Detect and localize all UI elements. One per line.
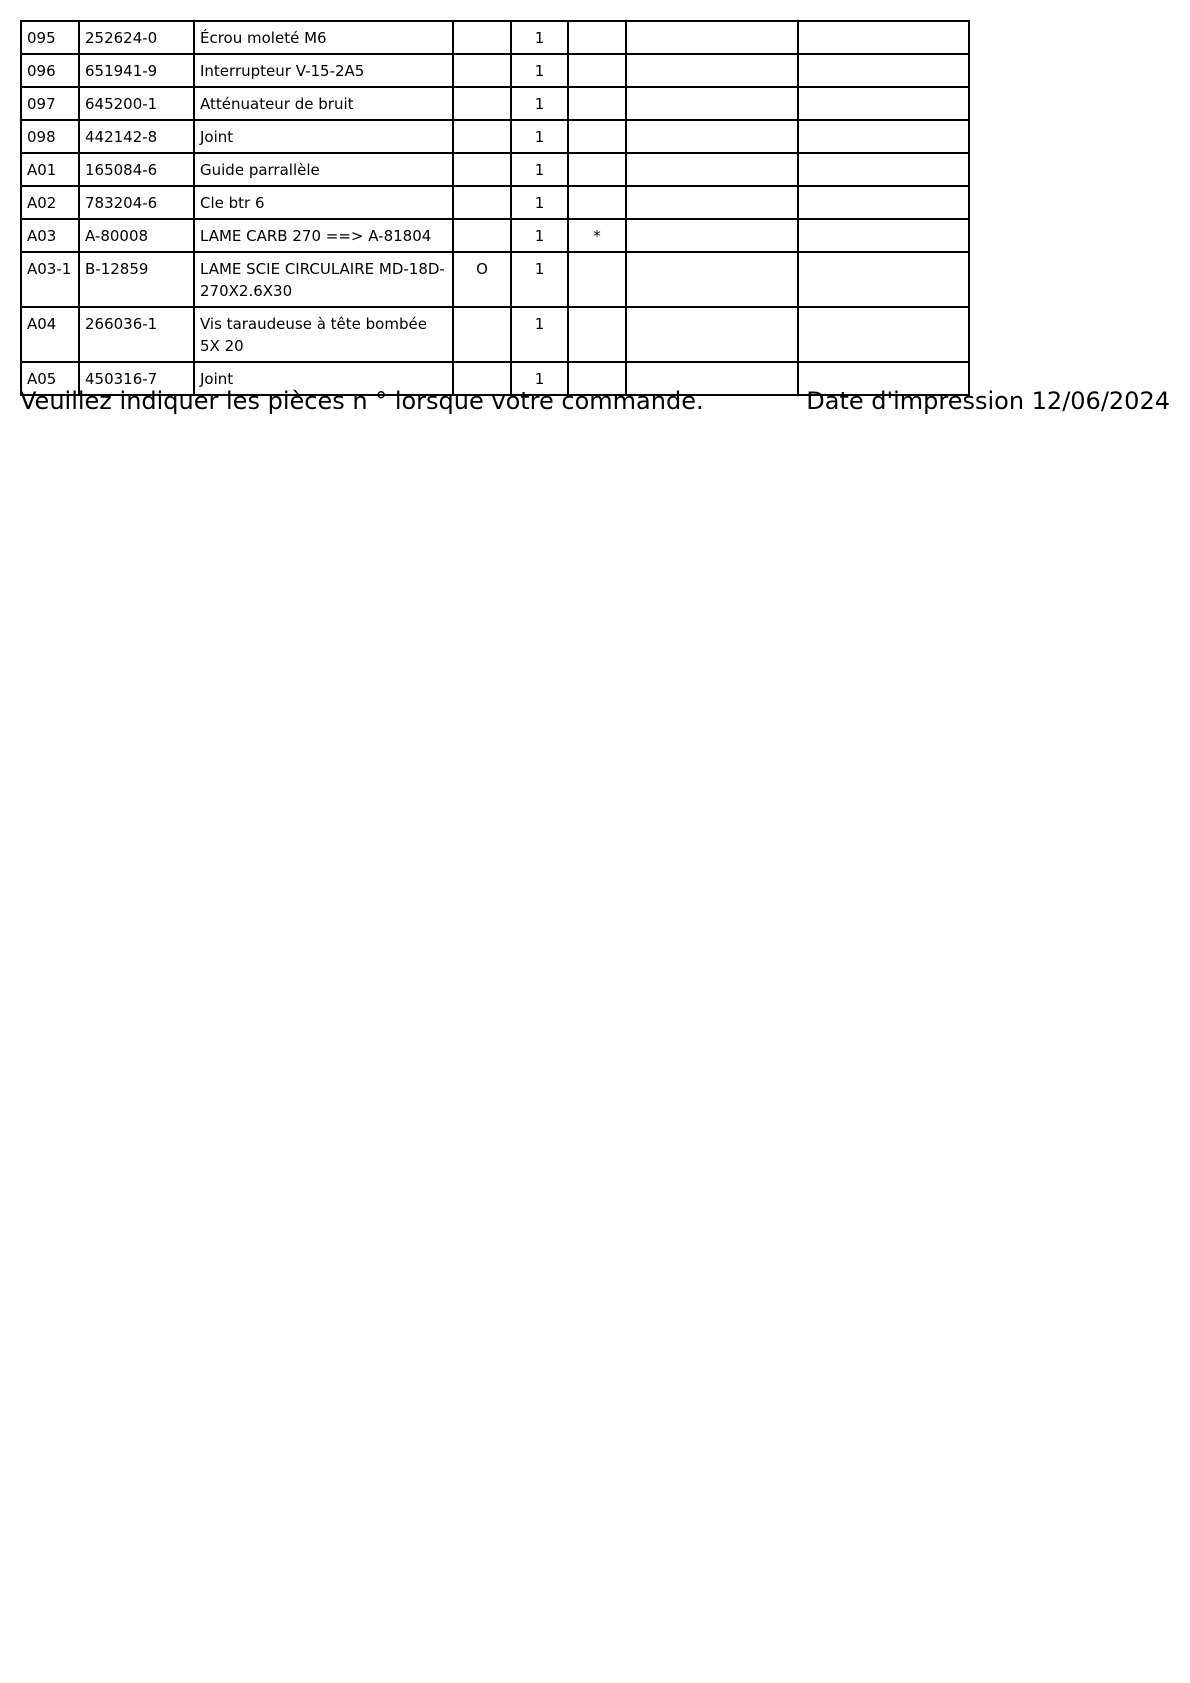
cell-part-number: B-12859 xyxy=(79,252,194,307)
table-row xyxy=(21,219,969,252)
cell-quantity: 1 xyxy=(511,54,568,87)
cell-blank-1 xyxy=(626,186,798,219)
cell-description: Vis taraudeuse à tête bombée 5X 20 xyxy=(194,307,453,362)
table-row xyxy=(21,153,969,186)
cell-option xyxy=(453,21,511,54)
cell-part-number: 442142-8 xyxy=(79,120,194,153)
cell-quantity: 1 xyxy=(511,219,568,252)
cell-description: Joint xyxy=(194,362,453,395)
cell-quantity: 1 xyxy=(511,21,568,54)
cell-description: Joint xyxy=(194,120,453,153)
cell-description: Interrupteur V-15-2A5 xyxy=(194,54,453,87)
cell-note xyxy=(568,186,626,219)
cell-note xyxy=(568,120,626,153)
cell-description: Écrou moleté M6 xyxy=(194,21,453,54)
cell-note xyxy=(568,54,626,87)
table-row xyxy=(21,54,969,87)
cell-item-number: A04 xyxy=(21,307,79,362)
cell-part-number: 645200-1 xyxy=(79,87,194,120)
cell-note xyxy=(568,87,626,120)
cell-part-number: 266036-1 xyxy=(79,307,194,362)
cell-blank-1 xyxy=(626,307,798,362)
cell-note: * xyxy=(568,219,626,252)
cell-item-number: 095 xyxy=(21,21,79,54)
cell-blank-1 xyxy=(626,87,798,120)
cell-option xyxy=(453,87,511,120)
cell-description: Guide parrallèle xyxy=(194,153,453,186)
cell-part-number: 783204-6 xyxy=(79,186,194,219)
cell-option xyxy=(453,153,511,186)
cell-note xyxy=(568,307,626,362)
order-instruction-note: Veuillez indiquer les pièces n ° lorsque votre commande. xyxy=(20,387,704,415)
cell-option: O xyxy=(453,252,511,307)
cell-item-number: A03 xyxy=(21,219,79,252)
cell-blank-2 xyxy=(798,120,969,153)
cell-quantity: 1 xyxy=(511,362,568,395)
cell-part-number: 651941-9 xyxy=(79,54,194,87)
cell-quantity: 1 xyxy=(511,120,568,153)
table-row xyxy=(21,186,969,219)
cell-description: Atténuateur de bruit xyxy=(194,87,453,120)
cell-quantity: 1 xyxy=(511,307,568,362)
cell-part-number: 165084-6 xyxy=(79,153,194,186)
cell-item-number: A02 xyxy=(21,186,79,219)
cell-item-number: 097 xyxy=(21,87,79,120)
parts-table-body xyxy=(21,21,969,395)
cell-blank-2 xyxy=(798,21,969,54)
cell-item-number: 098 xyxy=(21,120,79,153)
table-row xyxy=(21,120,969,153)
cell-item-number: A01 xyxy=(21,153,79,186)
cell-option xyxy=(453,186,511,219)
cell-blank-1 xyxy=(626,252,798,307)
cell-quantity: 1 xyxy=(511,87,568,120)
cell-option xyxy=(453,120,511,153)
cell-quantity: 1 xyxy=(511,186,568,219)
cell-note xyxy=(568,153,626,186)
table-row xyxy=(21,252,969,307)
cell-blank-2 xyxy=(798,219,969,252)
cell-blank-2 xyxy=(798,307,969,362)
cell-blank-2 xyxy=(798,186,969,219)
cell-blank-1 xyxy=(626,54,798,87)
cell-part-number: 252624-0 xyxy=(79,21,194,54)
cell-option xyxy=(453,307,511,362)
parts-table xyxy=(20,20,970,396)
cell-blank-2 xyxy=(798,87,969,120)
table-row xyxy=(21,21,969,54)
cell-option xyxy=(453,54,511,87)
cell-description: LAME CARB 270 ==> A-81804 xyxy=(194,219,453,252)
cell-blank-2 xyxy=(798,153,969,186)
print-date: Date d'impression 12/06/2024 xyxy=(806,387,1170,415)
cell-option xyxy=(453,219,511,252)
cell-blank-1 xyxy=(626,120,798,153)
cell-blank-1 xyxy=(626,153,798,186)
cell-item-number: A05 xyxy=(21,362,79,395)
cell-item-number: 096 xyxy=(21,54,79,87)
cell-blank-1 xyxy=(626,21,798,54)
cell-quantity: 1 xyxy=(511,153,568,186)
table-row xyxy=(21,307,969,362)
cell-part-number: 450316-7 xyxy=(79,362,194,395)
cell-part-number: A-80008 xyxy=(79,219,194,252)
cell-description: LAME SCIE CIRCULAIRE MD-18D-270X2.6X30 xyxy=(194,252,453,307)
cell-blank-1 xyxy=(626,219,798,252)
cell-description: Cle btr 6 xyxy=(194,186,453,219)
cell-note xyxy=(568,21,626,54)
cell-blank-2 xyxy=(798,54,969,87)
cell-item-number: A03-1 xyxy=(21,252,79,307)
cell-blank-2 xyxy=(798,252,969,307)
cell-note xyxy=(568,252,626,307)
cell-quantity: 1 xyxy=(511,252,568,307)
table-row xyxy=(21,87,969,120)
